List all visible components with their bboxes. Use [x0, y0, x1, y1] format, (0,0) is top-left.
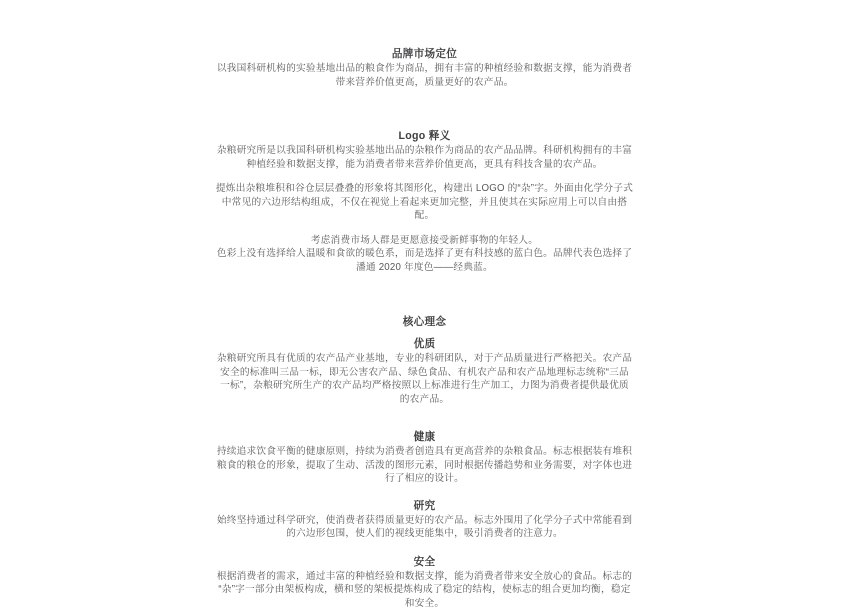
section-brand-market-positioning — [216, 47, 634, 89]
paragraph-research: 始终坚持通过科学研究，使消费者获得质量更好的农产品。标志外围用了化学分子式中常能看到的六边形包围，使人们的视线更能集中，吸引消费者的注意力。 — [216, 514, 634, 541]
section-heading-research: 研究 — [216, 499, 634, 513]
paragraph-quality: 杂粮研究所具有优质的农产品产业基地，专业的科研团队，对于产品质量进行严格把关。农产品安全的标准叫三品一标，即无公害农产品、绿色食品、有机农产品和农产品地理标志统称“三品一标”，杂粮研究所生产的农产品均严格按照以上标准进行生产加工，力图为消费者提供最优质的农产品。 — [216, 352, 634, 406]
paragraph-health: 持续追求饮食平衡的健康原则，持续为消费者创造具有更高营养的杂粮食品。标志根据装有堆积粮食的粮仓的形象，提取了生动、活泼的图形元素，同时根据传播趋势和业务需要，对字体也进行了相应的设计。 — [216, 445, 634, 486]
section-safety — [216, 555, 634, 610]
section-logo-interpretation — [216, 129, 634, 274]
content-column — [216, 0, 634, 610]
section-heading-logo-interpretation: Logo 释义 — [216, 129, 634, 143]
section-heading-quality: 优质 — [216, 337, 634, 351]
paragraph-safety: 根据消费者的需求，通过丰富的种植经验和数据支撑，能为消费者带来安全放心的食品。标志的“杂”字一部分由架板构成，横和竖的架板提炼构成了稳定的结构，使标志的组合更加均衡，稳定和安全。 — [216, 570, 634, 610]
paragraph-logo-brand: 杂粮研究所是以我国科研机构实验基地出品的杂粮作为商品的农产品品牌。科研机构拥有的丰富种植经验和数据支撑，能为消费者带来营养价值更高，更具有科技含量的农产品。 — [216, 144, 634, 171]
paragraph-logo-shape: 提炼出杂粮堆积和谷仓层层叠叠的形象将其图形化，构建出 LOGO 的“杂”字。外面由化学分子式中常见的六边形结构组成，不仅在视觉上看起来更加完整，并且使其在实际应用上可以自由搭配。 — [216, 182, 634, 223]
section-heading-safety: 安全 — [216, 555, 634, 569]
section-heading-core-concept: 核心理念 — [216, 315, 634, 329]
section-core-concept — [216, 315, 634, 329]
paragraph-target-audience: 考虑消费市场人群是更愿意接受新鲜事物的年轻人。 — [216, 234, 634, 248]
section-health — [216, 430, 634, 486]
paragraph-brand-positioning: 以我国科研机构的实验基地出品的粮食作为商品，拥有丰富的种植经验和数据支撑，能为消费者带来营养价值更高，质量更好的农产品。 — [216, 62, 634, 89]
paragraph-brand-color: 色彩上没有选择给人温暖和食欲的暖色系，而是选择了更有科技感的蓝白色。品牌代表色选择了潘通 2020 年度色——经典蓝。 — [216, 247, 634, 274]
section-heading-brand-market-positioning: 品牌市场定位 — [216, 47, 634, 61]
section-research — [216, 499, 634, 541]
section-heading-health: 健康 — [216, 430, 634, 444]
section-quality — [216, 337, 634, 406]
